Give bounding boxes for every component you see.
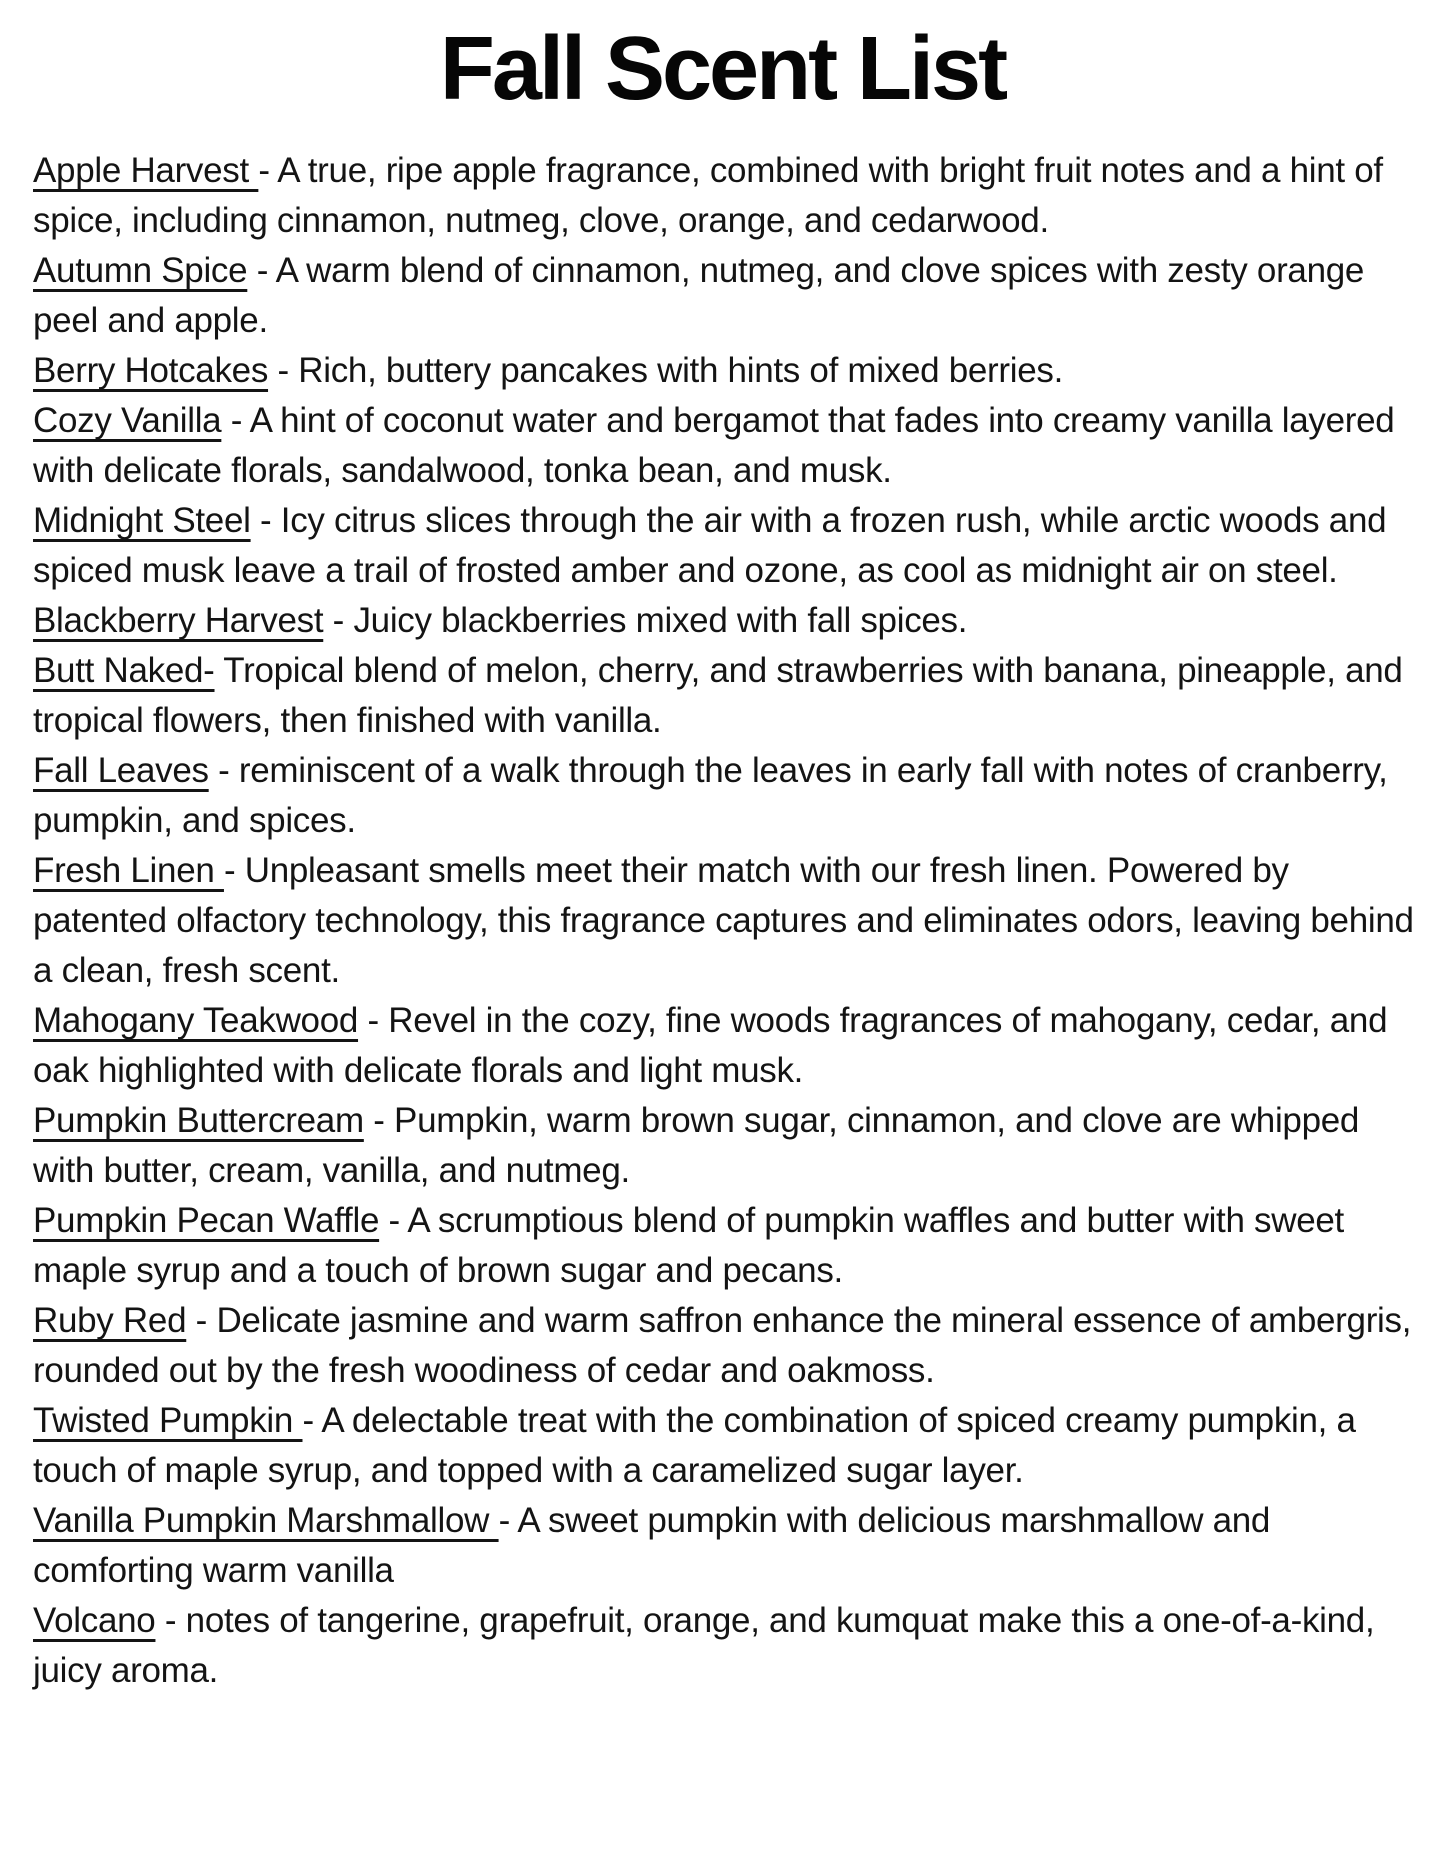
scent-description: - A delectable treat with the combination of spiced creamy pumpkin, a touch of maple syrup, and topped with a caramelized sugar layer.: [33, 1401, 1366, 1490]
scent-name: Pumpkin Buttercream: [33, 1101, 364, 1140]
scent-description: - A scrumptious blend of pumpkin waffles and butter with sweet maple syrup and a touch of brown sugar and pecans.: [33, 1201, 1354, 1290]
scent-name: Blackberry Harvest: [33, 601, 324, 640]
scent-entry-butt-naked: [33, 646, 1415, 746]
scent-description: - Icy citrus slices through the air with a frozen rush, while arctic woods and spiced musk leave a trail of frosted amber and ozone, as cool as midnight air on steel.: [33, 501, 1396, 590]
page-title: Fall Scent List: [439, 19, 1006, 119]
scent-name: Cozy Vanilla: [33, 401, 222, 440]
scent-entry-twisted-pumpkin: [33, 1396, 1415, 1496]
scent-entry-pumpkin-buttercream: [33, 1096, 1415, 1196]
scent-description: - A sweet pumpkin with delicious marshmallow and comforting warm vanilla: [33, 1501, 1280, 1590]
scent-entry-fresh-linen: [33, 846, 1424, 996]
scent-entry-midnight-steel: [33, 496, 1415, 596]
scent-description: - Juicy blackberries mixed with fall spices.: [323, 601, 968, 640]
scent-description: - reminiscent of a walk through the leaves in early fall with notes of cranberry, pumpkin, and spices.: [33, 751, 1398, 840]
scent-entry-apple-harvest: [33, 146, 1415, 246]
scent-name: Ruby Red: [33, 1301, 187, 1340]
scent-name: Butt Naked-: [33, 651, 215, 690]
scent-name: Vanilla Pumpkin Marshmallow: [33, 1501, 499, 1540]
scent-description: - notes of tangerine, grapefruit, orange, and kumquat make this a one-of-a-kind, juicy aroma.: [33, 1601, 1384, 1690]
scent-name: Fall Leaves: [33, 751, 209, 790]
scent-name: Pumpkin Pecan Waffle: [33, 1201, 380, 1240]
scent-name: Mahogany Teakwood: [33, 1001, 359, 1040]
scent-name: Apple Harvest: [33, 151, 259, 190]
scent-name: Volcano: [33, 1601, 156, 1640]
scent-entry-mahogany-teakwood: [33, 996, 1415, 1096]
scent-entry-autumn-spice: [33, 246, 1415, 346]
scent-name: Twisted Pumpkin: [33, 1401, 303, 1440]
scent-description: - Delicate jasmine and warm saffron enhance the mineral essence of ambergris, rounded out by the fresh woodiness of cedar and oakmoss.: [33, 1301, 1421, 1390]
scent-name: Autumn Spice: [33, 251, 248, 290]
scent-description: - A hint of coconut water and bergamot that fades into creamy vanilla layered with delicate florals, sandalwood, tonka bean, and musk.: [33, 401, 1404, 490]
scent-list: [33, 146, 1424, 1696]
scent-entry-cozy-vanilla: [33, 396, 1415, 496]
scent-entry-pumpkin-pecan-waffle: [33, 1196, 1415, 1296]
scent-name: Fresh Linen: [33, 851, 224, 890]
scent-description: - A true, ripe apple fragrance, combined with bright fruit notes and a hint of spice, including cinnamon, nutmeg, clove, orange, and cedarwood.: [33, 151, 1393, 240]
scent-description: - Pumpkin, warm brown sugar, cinnamon, and clove are whipped with butter, cream, vanilla, and nutmeg.: [33, 1101, 1369, 1190]
scent-entry-berry-hotcakes: [33, 346, 1415, 396]
scent-name: Berry Hotcakes: [33, 351, 269, 390]
scent-description: - A warm blend of cinnamon, nutmeg, and clove spices with zesty orange peel and apple.: [33, 251, 1374, 340]
scent-description: - Rich, buttery pancakes with hints of mixed berries.: [268, 351, 1064, 390]
scent-entry-volcano: [33, 1596, 1415, 1696]
scent-name: Midnight Steel: [33, 501, 251, 540]
scent-entry-blackberry-harvest: [33, 596, 1415, 646]
scent-entry-ruby-red: [33, 1296, 1421, 1396]
scent-description: - Revel in the cozy, fine woods fragrances of mahogany, cedar, and oak highlighted with delicate florals and light musk.: [33, 1001, 1397, 1090]
scent-entry-fall-leaves: [33, 746, 1415, 846]
scent-description: - Unpleasant smells meet their match with our fresh linen. Powered by patented olfactory technology, this fragrance captures and eliminates odors, leaving behind a clean, fresh scent.: [33, 851, 1424, 990]
scent-entry-vanilla-pumpkin-marshmallow: [33, 1496, 1415, 1596]
scent-description: Tropical blend of melon, cherry, and strawberries with banana, pineapple, and tropical flowers, then finished with vanilla.: [33, 651, 1413, 740]
